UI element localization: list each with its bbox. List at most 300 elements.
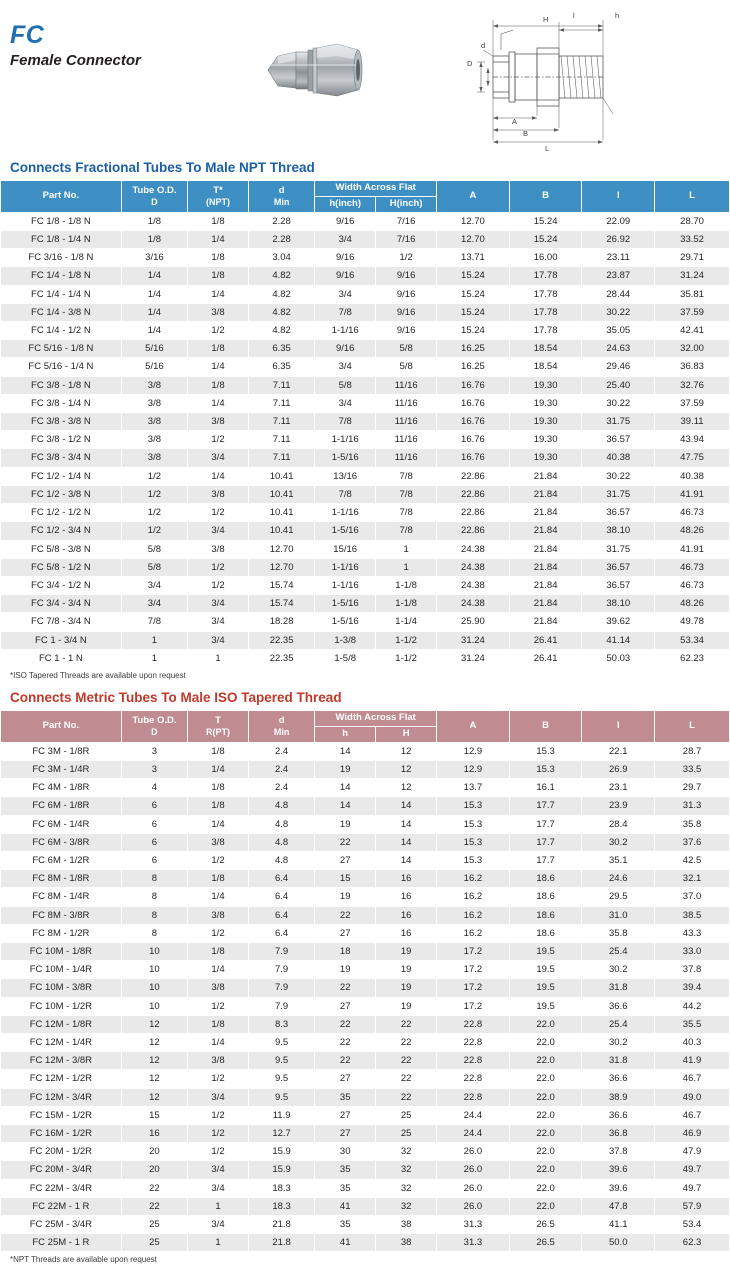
table-cell: 12.70 bbox=[248, 540, 314, 558]
table-cell: 15.3 bbox=[437, 833, 510, 851]
table-cell: 31.3 bbox=[437, 1216, 510, 1234]
table-cell: 20 bbox=[121, 1143, 187, 1161]
iso-col-width-across-flat: Width Across Flat bbox=[315, 710, 437, 726]
table-cell: 35.05 bbox=[582, 322, 655, 340]
table-cell: 3/8 bbox=[188, 906, 249, 924]
table-cell: 3/16 bbox=[121, 249, 187, 267]
table-cell: 4.8 bbox=[248, 851, 314, 869]
table-cell: 3/8 bbox=[188, 303, 249, 321]
table-cell: 1/2 bbox=[121, 522, 187, 540]
npt-col-part-no: Part No. bbox=[1, 181, 122, 213]
table-row bbox=[1, 870, 730, 888]
table-cell: 19 bbox=[376, 961, 437, 979]
table-cell: 19.5 bbox=[509, 943, 582, 961]
table-cell: 1/8 bbox=[188, 943, 249, 961]
table-cell: 22.86 bbox=[437, 504, 510, 522]
table-cell: 3/8 bbox=[121, 376, 187, 394]
table-cell: 29.5 bbox=[582, 888, 655, 906]
table-cell: 3/4 bbox=[188, 1088, 249, 1106]
table-cell: 1/4 bbox=[121, 303, 187, 321]
table-cell: 29.71 bbox=[655, 249, 730, 267]
table-cell: 32 bbox=[376, 1161, 437, 1179]
table-cell: 18.6 bbox=[509, 924, 582, 942]
table-cell: 12 bbox=[376, 742, 437, 760]
iso-part-no-cell: FC 16M - 1/2R bbox=[1, 1125, 122, 1143]
table-cell: 1/2 bbox=[188, 997, 249, 1015]
table-cell: 22 bbox=[315, 1034, 376, 1052]
table-cell: 1/4 bbox=[121, 267, 187, 285]
table-cell: 21.8 bbox=[248, 1216, 314, 1234]
table-cell: 1/2 bbox=[188, 851, 249, 869]
table-cell: 49.0 bbox=[655, 1088, 730, 1106]
iso-col-tube-od-sub: D bbox=[151, 726, 158, 737]
table-cell: 32.76 bbox=[655, 376, 730, 394]
table-cell: 36.6 bbox=[582, 997, 655, 1015]
table-cell: 6.4 bbox=[248, 906, 314, 924]
table-cell: 22.0 bbox=[509, 1197, 582, 1215]
table-cell: 21.84 bbox=[509, 558, 582, 576]
table-cell: 37.8 bbox=[582, 1143, 655, 1161]
table-cell: 7/16 bbox=[376, 231, 437, 249]
table-cell: 21.84 bbox=[509, 576, 582, 594]
table-cell: 27 bbox=[315, 1125, 376, 1143]
table-cell: 5/8 bbox=[315, 376, 376, 394]
table-cell: 17.78 bbox=[509, 303, 582, 321]
table-row bbox=[1, 649, 730, 667]
table-cell: 16 bbox=[376, 906, 437, 924]
iso-part-no-cell: FC 6M - 1/4R bbox=[1, 815, 122, 833]
table-cell: 33.0 bbox=[655, 943, 730, 961]
table-cell: 21.84 bbox=[509, 613, 582, 631]
table-cell: 9.5 bbox=[248, 1088, 314, 1106]
npt-table-head bbox=[1, 181, 730, 213]
npt-part-no-cell: FC 3/8 - 3/4 N bbox=[1, 449, 122, 467]
table-cell: 31.8 bbox=[582, 979, 655, 997]
iso-col-small-l: l bbox=[582, 710, 655, 742]
table-row bbox=[1, 1179, 730, 1197]
table-cell: 4.8 bbox=[248, 815, 314, 833]
table-cell: 16.76 bbox=[437, 376, 510, 394]
table-cell: 6.4 bbox=[248, 870, 314, 888]
iso-part-no-cell: FC 25M - 1 R bbox=[1, 1234, 122, 1252]
table-cell: 19 bbox=[376, 943, 437, 961]
table-cell: 1/2 bbox=[188, 1106, 249, 1124]
npt-part-no-cell: FC 3/4 - 3/4 N bbox=[1, 595, 122, 613]
table-cell: 31.24 bbox=[655, 267, 730, 285]
table-cell: 1-1/8 bbox=[376, 576, 437, 594]
table-cell: 37.0 bbox=[655, 888, 730, 906]
iso-spec-table bbox=[0, 710, 730, 1253]
table-cell: 19 bbox=[376, 997, 437, 1015]
table-cell: 1-5/16 bbox=[315, 449, 376, 467]
table-cell: 41.1 bbox=[582, 1216, 655, 1234]
table-cell: 28.7 bbox=[655, 742, 730, 760]
table-cell: 43.94 bbox=[655, 431, 730, 449]
table-cell: 27 bbox=[315, 924, 376, 942]
table-cell: 1 bbox=[188, 1234, 249, 1252]
table-cell: 8 bbox=[121, 870, 187, 888]
table-cell: 32 bbox=[376, 1179, 437, 1197]
iso-col-flat-h-large: H bbox=[376, 726, 437, 742]
table-cell: 19.30 bbox=[509, 449, 582, 467]
table-cell: 18.28 bbox=[248, 613, 314, 631]
table-cell: 62.3 bbox=[655, 1234, 730, 1252]
table-cell: 62.23 bbox=[655, 649, 730, 667]
table-cell: 22 bbox=[376, 1034, 437, 1052]
table-cell: 32.00 bbox=[655, 340, 730, 358]
table-cell: 6 bbox=[121, 851, 187, 869]
table-cell: 16 bbox=[376, 924, 437, 942]
table-cell: 22.8 bbox=[437, 1052, 510, 1070]
table-cell: 2.28 bbox=[248, 231, 314, 249]
table-cell: 7.11 bbox=[248, 413, 314, 431]
table-cell: 27 bbox=[315, 1070, 376, 1088]
table-cell: 38.5 bbox=[655, 906, 730, 924]
table-cell: 1/4 bbox=[188, 888, 249, 906]
table-cell: 15.24 bbox=[437, 322, 510, 340]
table-cell: 23.11 bbox=[582, 249, 655, 267]
table-cell: 1-1/16 bbox=[315, 558, 376, 576]
table-cell: 30.2 bbox=[582, 833, 655, 851]
drawing-label-D: D bbox=[467, 59, 473, 68]
table-cell: 31.3 bbox=[655, 797, 730, 815]
drawing-label-h: h bbox=[615, 11, 620, 20]
iso-part-no-cell: FC 12M - 3/8R bbox=[1, 1052, 122, 1070]
table-cell: 21.8 bbox=[248, 1234, 314, 1252]
table-cell: 35.8 bbox=[655, 815, 730, 833]
iso-part-no-cell: FC 12M - 3/4R bbox=[1, 1088, 122, 1106]
table-cell: 21.84 bbox=[509, 485, 582, 503]
table-cell: 1 bbox=[376, 558, 437, 576]
table-cell: 7.9 bbox=[248, 943, 314, 961]
table-cell: 12 bbox=[121, 1070, 187, 1088]
table-cell: 4.82 bbox=[248, 322, 314, 340]
table-cell: 48.26 bbox=[655, 522, 730, 540]
table-cell: 36.6 bbox=[582, 1106, 655, 1124]
table-cell: 16.2 bbox=[437, 906, 510, 924]
table-cell: 22.0 bbox=[509, 1015, 582, 1033]
npt-col-flat-h-large: H(inch) bbox=[376, 196, 437, 212]
table-cell: 41.14 bbox=[582, 631, 655, 649]
table-cell: 6.35 bbox=[248, 358, 314, 376]
table-cell: 7/8 bbox=[376, 467, 437, 485]
iso-part-no-cell: FC 12M - 1/8R bbox=[1, 1015, 122, 1033]
table-cell: 35 bbox=[315, 1161, 376, 1179]
table-cell: 1/8 bbox=[121, 231, 187, 249]
table-cell: 35.1 bbox=[582, 851, 655, 869]
iso-table-head bbox=[1, 710, 730, 742]
table-cell: 1 bbox=[188, 1197, 249, 1215]
npt-part-no-cell: FC 1/2 - 3/4 N bbox=[1, 522, 122, 540]
table-cell: 22.09 bbox=[582, 212, 655, 230]
table-cell: 1/4 bbox=[121, 322, 187, 340]
table-cell: 16.76 bbox=[437, 431, 510, 449]
table-cell: 26.41 bbox=[509, 631, 582, 649]
table-cell: 1-5/8 bbox=[315, 649, 376, 667]
table-cell: 1-5/16 bbox=[315, 522, 376, 540]
table-row bbox=[1, 1106, 730, 1124]
table-cell: 3.04 bbox=[248, 249, 314, 267]
table-cell: 13.71 bbox=[437, 249, 510, 267]
table-cell: 21.84 bbox=[509, 467, 582, 485]
npt-part-no-cell: FC 1/4 - 1/2 N bbox=[1, 322, 122, 340]
table-cell: 31.24 bbox=[437, 631, 510, 649]
npt-table-note: *ISO Tapered Threads are available upon request bbox=[10, 670, 186, 680]
iso-col-d-label: d bbox=[278, 714, 285, 726]
table-cell: 31.0 bbox=[582, 906, 655, 924]
table-cell: 30.2 bbox=[582, 1034, 655, 1052]
table-cell: 22 bbox=[315, 1052, 376, 1070]
npt-part-no-cell: FC 3/16 - 1/8 N bbox=[1, 249, 122, 267]
table-cell: 22.86 bbox=[437, 467, 510, 485]
table-cell: 32 bbox=[376, 1197, 437, 1215]
table-cell: 1/8 bbox=[188, 1015, 249, 1033]
table-cell: 36.83 bbox=[655, 358, 730, 376]
table-cell: 3/4 bbox=[188, 449, 249, 467]
table-cell: 1-1/8 bbox=[376, 595, 437, 613]
table-row bbox=[1, 833, 730, 851]
table-cell: 22 bbox=[121, 1179, 187, 1197]
table-cell: 4.8 bbox=[248, 833, 314, 851]
table-row bbox=[1, 267, 730, 285]
table-cell: 3/8 bbox=[188, 1052, 249, 1070]
table-cell: 46.7 bbox=[655, 1106, 730, 1124]
table-cell: 16.1 bbox=[509, 779, 582, 797]
table-cell: 15.3 bbox=[437, 815, 510, 833]
table-cell: 23.9 bbox=[582, 797, 655, 815]
table-cell: 1/2 bbox=[121, 467, 187, 485]
table-cell: 22 bbox=[315, 906, 376, 924]
table-cell: 42.5 bbox=[655, 851, 730, 869]
table-cell: 20 bbox=[121, 1161, 187, 1179]
npt-part-no-cell: FC 1/2 - 1/2 N bbox=[1, 504, 122, 522]
table-cell: 1/4 bbox=[188, 1034, 249, 1052]
table-cell: 3/4 bbox=[188, 595, 249, 613]
table-cell: 16.2 bbox=[437, 888, 510, 906]
table-cell: 7.11 bbox=[248, 394, 314, 412]
table-cell: 30.22 bbox=[582, 303, 655, 321]
table-cell: 12.9 bbox=[437, 760, 510, 778]
table-cell: 26.92 bbox=[582, 231, 655, 249]
title-block bbox=[10, 22, 141, 69]
table-cell: 1/8 bbox=[188, 797, 249, 815]
table-cell: 3/4 bbox=[315, 394, 376, 412]
table-cell: 7/8 bbox=[376, 485, 437, 503]
table-cell: 3/4 bbox=[188, 1216, 249, 1234]
table-cell: 26.0 bbox=[437, 1179, 510, 1197]
table-cell: 3/4 bbox=[188, 631, 249, 649]
table-row bbox=[1, 358, 730, 376]
table-cell: 10 bbox=[121, 979, 187, 997]
table-cell: 9/16 bbox=[315, 249, 376, 267]
table-cell: 50.03 bbox=[582, 649, 655, 667]
table-cell: 10.41 bbox=[248, 467, 314, 485]
table-row bbox=[1, 1034, 730, 1052]
npt-col-a: A bbox=[437, 181, 510, 213]
table-cell: 6.4 bbox=[248, 924, 314, 942]
table-row bbox=[1, 979, 730, 997]
table-cell: 14 bbox=[376, 815, 437, 833]
table-cell: 1-1/2 bbox=[376, 649, 437, 667]
table-cell: 22.8 bbox=[437, 1088, 510, 1106]
npt-col-thread bbox=[188, 181, 249, 213]
table-cell: 11/16 bbox=[376, 376, 437, 394]
table-cell: 53.4 bbox=[655, 1216, 730, 1234]
table-cell: 36.57 bbox=[582, 504, 655, 522]
npt-part-no-cell: FC 1 - 3/4 N bbox=[1, 631, 122, 649]
iso-part-no-cell: FC 8M - 3/8R bbox=[1, 906, 122, 924]
table-cell: 41.91 bbox=[655, 485, 730, 503]
iso-table-note: *NPT Threads are available upon request bbox=[10, 1255, 157, 1265]
table-cell: 1/2 bbox=[188, 1070, 249, 1088]
npt-col-b: B bbox=[509, 181, 582, 213]
table-cell: 41 bbox=[315, 1234, 376, 1252]
table-cell: 2.4 bbox=[248, 742, 314, 760]
table-cell: 41 bbox=[315, 1197, 376, 1215]
npt-part-no-cell: FC 1/2 - 1/4 N bbox=[1, 467, 122, 485]
npt-part-no-cell: FC 3/8 - 1/4 N bbox=[1, 394, 122, 412]
table-cell: 19.5 bbox=[509, 997, 582, 1015]
table-cell: 19 bbox=[315, 888, 376, 906]
table-cell: 19 bbox=[315, 760, 376, 778]
table-cell: 22 bbox=[376, 1052, 437, 1070]
table-cell: 1-3/8 bbox=[315, 631, 376, 649]
fitting-photo bbox=[262, 24, 372, 110]
table-row bbox=[1, 340, 730, 358]
table-row bbox=[1, 595, 730, 613]
table-row bbox=[1, 413, 730, 431]
iso-part-no-cell: FC 3M - 1/4R bbox=[1, 760, 122, 778]
table-cell: 12.70 bbox=[437, 231, 510, 249]
table-cell: 1/4 bbox=[188, 394, 249, 412]
table-row bbox=[1, 285, 730, 303]
iso-col-flat-h-small: h bbox=[315, 726, 376, 742]
table-cell: 2.28 bbox=[248, 212, 314, 230]
table-cell: 16.00 bbox=[509, 249, 582, 267]
table-cell: 15.3 bbox=[509, 760, 582, 778]
table-cell: 40.38 bbox=[582, 449, 655, 467]
table-cell: 10.41 bbox=[248, 485, 314, 503]
table-cell: 14 bbox=[315, 797, 376, 815]
table-cell: 1 bbox=[121, 631, 187, 649]
table-cell: 29.46 bbox=[582, 358, 655, 376]
table-row bbox=[1, 924, 730, 942]
table-cell: 1-1/16 bbox=[315, 576, 376, 594]
table-row bbox=[1, 760, 730, 778]
table-cell: 29.7 bbox=[655, 779, 730, 797]
table-cell: 14 bbox=[315, 742, 376, 760]
table-cell: 1/2 bbox=[188, 431, 249, 449]
table-cell: 22 bbox=[315, 1015, 376, 1033]
table-cell: 53.34 bbox=[655, 631, 730, 649]
table-cell: 1/8 bbox=[188, 779, 249, 797]
table-cell: 9.5 bbox=[248, 1070, 314, 1088]
table-row bbox=[1, 613, 730, 631]
table-cell: 17.7 bbox=[509, 851, 582, 869]
iso-part-no-cell: FC 3M - 1/8R bbox=[1, 742, 122, 760]
table-cell: 7/8 bbox=[315, 303, 376, 321]
table-cell: 7/8 bbox=[315, 413, 376, 431]
table-cell: 4.82 bbox=[248, 267, 314, 285]
table-cell: 9/16 bbox=[376, 322, 437, 340]
table-cell: 6 bbox=[121, 815, 187, 833]
npt-col-d-label: d bbox=[278, 184, 285, 196]
section-heading-npt: Connects Fractional Tubes To Male NPT Thread bbox=[10, 160, 315, 175]
table-row bbox=[1, 394, 730, 412]
npt-part-no-cell: FC 1/8 - 1/8 N bbox=[1, 212, 122, 230]
table-cell: 30 bbox=[315, 1143, 376, 1161]
table-cell: 22 bbox=[315, 833, 376, 851]
table-cell: 31.75 bbox=[582, 485, 655, 503]
table-cell: 9/16 bbox=[315, 267, 376, 285]
iso-part-no-cell: FC 10M - 1/8R bbox=[1, 943, 122, 961]
table-cell: 25.40 bbox=[582, 376, 655, 394]
drawing-label-A: A bbox=[512, 117, 518, 126]
table-cell: 9.5 bbox=[248, 1052, 314, 1070]
table-cell: 18.6 bbox=[509, 906, 582, 924]
table-cell: 7/8 bbox=[315, 485, 376, 503]
table-cell: 3/4 bbox=[121, 576, 187, 594]
table-cell: 17.78 bbox=[509, 322, 582, 340]
table-row bbox=[1, 303, 730, 321]
table-cell: 32 bbox=[376, 1143, 437, 1161]
npt-col-small-l: l bbox=[582, 181, 655, 213]
table-cell: 21.84 bbox=[509, 522, 582, 540]
iso-col-tube-od bbox=[121, 710, 187, 742]
iso-col-a: A bbox=[437, 710, 510, 742]
table-cell: 37.8 bbox=[655, 961, 730, 979]
npt-col-flat-h-small: h(inch) bbox=[315, 196, 376, 212]
table-cell: 11/16 bbox=[376, 431, 437, 449]
dimension-drawing bbox=[455, 4, 635, 156]
npt-part-no-cell: FC 5/16 - 1/8 N bbox=[1, 340, 122, 358]
table-cell: 19.30 bbox=[509, 413, 582, 431]
table-cell: 1/4 bbox=[188, 231, 249, 249]
iso-part-no-cell: FC 22M - 3/4R bbox=[1, 1179, 122, 1197]
table-cell: 1/4 bbox=[121, 285, 187, 303]
table-cell: 15.24 bbox=[509, 212, 582, 230]
table-cell: 26.0 bbox=[437, 1161, 510, 1179]
table-cell: 47.9 bbox=[655, 1143, 730, 1161]
table-cell: 4.82 bbox=[248, 303, 314, 321]
table-cell: 3/4 bbox=[121, 595, 187, 613]
table-cell: 35 bbox=[315, 1216, 376, 1234]
table-cell: 12 bbox=[121, 1015, 187, 1033]
iso-col-large-l: L bbox=[655, 710, 730, 742]
table-row bbox=[1, 742, 730, 760]
table-cell: 7/8 bbox=[121, 613, 187, 631]
table-cell: 14 bbox=[315, 779, 376, 797]
table-cell: 1/8 bbox=[188, 267, 249, 285]
table-cell: 24.38 bbox=[437, 576, 510, 594]
table-cell: 15.9 bbox=[248, 1161, 314, 1179]
table-cell: 1-1/4 bbox=[376, 613, 437, 631]
table-cell: 25 bbox=[121, 1216, 187, 1234]
table-row bbox=[1, 1015, 730, 1033]
table-cell: 17.2 bbox=[437, 997, 510, 1015]
iso-table-body bbox=[1, 742, 730, 1252]
table-cell: 3/4 bbox=[315, 231, 376, 249]
iso-col-d-sub: Min bbox=[273, 726, 290, 737]
npt-col-tube-od bbox=[121, 181, 187, 213]
table-cell: 26.5 bbox=[509, 1216, 582, 1234]
table-cell: 22.8 bbox=[437, 1034, 510, 1052]
table-cell: 1/4 bbox=[188, 285, 249, 303]
table-cell: 18 bbox=[315, 943, 376, 961]
table-row bbox=[1, 1143, 730, 1161]
iso-part-no-cell: FC 10M - 3/8R bbox=[1, 979, 122, 997]
npt-col-d-sub: Min bbox=[273, 196, 290, 207]
